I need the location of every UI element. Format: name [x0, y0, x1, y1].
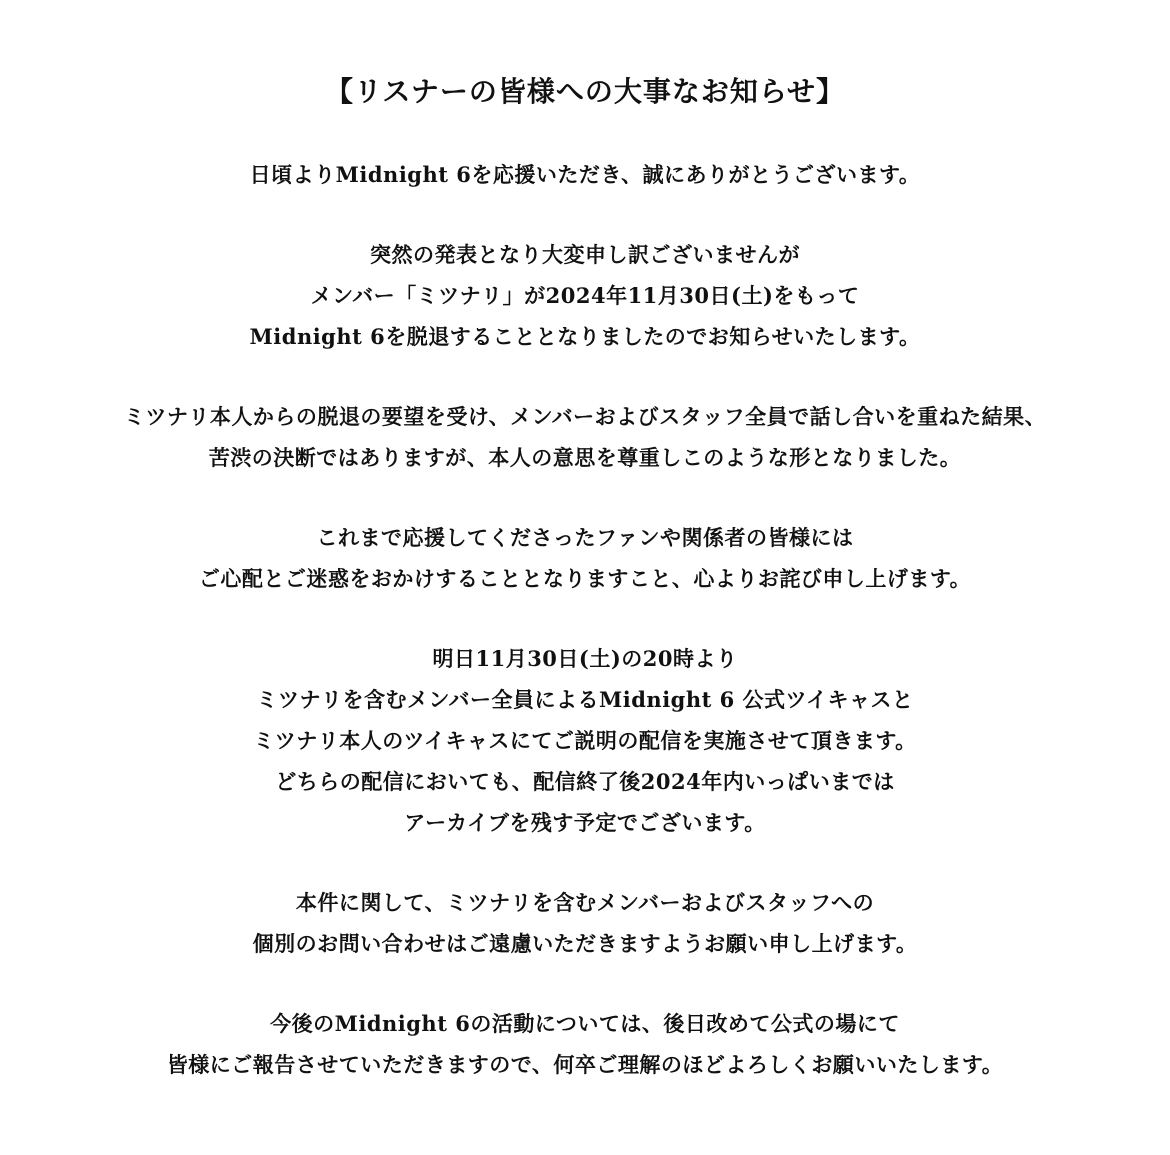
announcement-title: 【リスナーの皆様への大事なお知らせ】 — [324, 75, 846, 108]
text-line: どちらの配信においても、配信終了後2024年内いっぱいまでは — [275, 769, 895, 794]
text-line: 明日11月30日(土)の20時より — [432, 646, 738, 671]
paragraph-greeting — [0, 154, 1170, 195]
paragraph-departure — [0, 234, 1170, 357]
text-line: Midnight 6を脱退することとなりましたのでお知らせいたします。 — [249, 324, 921, 349]
text-line: 突然の発表となり大変申し訳ございませんが — [370, 242, 800, 267]
paragraph-broadcast — [0, 638, 1170, 843]
text-line: 本件に関して、ミツナリを含むメンバーおよびスタッフへの — [295, 890, 875, 915]
text-line: メンバー「ミツナリ」が2024年11月30日(土)をもって — [310, 283, 860, 308]
text-line: これまで応援してくださったファンや関係者の皆様には — [316, 525, 854, 550]
paragraph-future — [0, 1003, 1170, 1085]
paragraph-apology — [0, 517, 1170, 599]
text-line: アーカイブを残す予定でございます。 — [404, 810, 766, 835]
text-line: ミツナリを含むメンバー全員によるMidnight 6 公式ツイキャスと — [256, 687, 914, 712]
text-line: ミツナリ本人からの脱退の要望を受け、メンバーおよびスタッフ全員で話し合いを重ねた結果、 — [123, 404, 1047, 429]
paragraph-inquiries — [0, 882, 1170, 964]
paragraph-decision — [0, 396, 1170, 478]
text-line: 苦渋の決断ではありますが、本人の意思を尊重しこのような形となりました。 — [208, 445, 962, 470]
text-line: ご心配とご迷惑をおかけすることとなりますこと、心よりお詫び申し上げます。 — [198, 566, 972, 591]
text-line: 今後のMidnight 6の活動については、後日改めて公式の場にて — [270, 1011, 900, 1036]
text-line: ミツナリ本人のツイキャスにてご説明の配信を実施させて頂きます。 — [253, 728, 917, 753]
text-line: 日頃よりMidnight 6を応援いただき、誠にありがとうございます。 — [249, 162, 921, 187]
text-line: 皆様にご報告させていただきますので、何卒ご理解のほどよろしくお願いいたします。 — [166, 1052, 1004, 1077]
text-line: 個別のお問い合わせはご遠慮いただきますようお願い申し上げます。 — [252, 931, 918, 956]
